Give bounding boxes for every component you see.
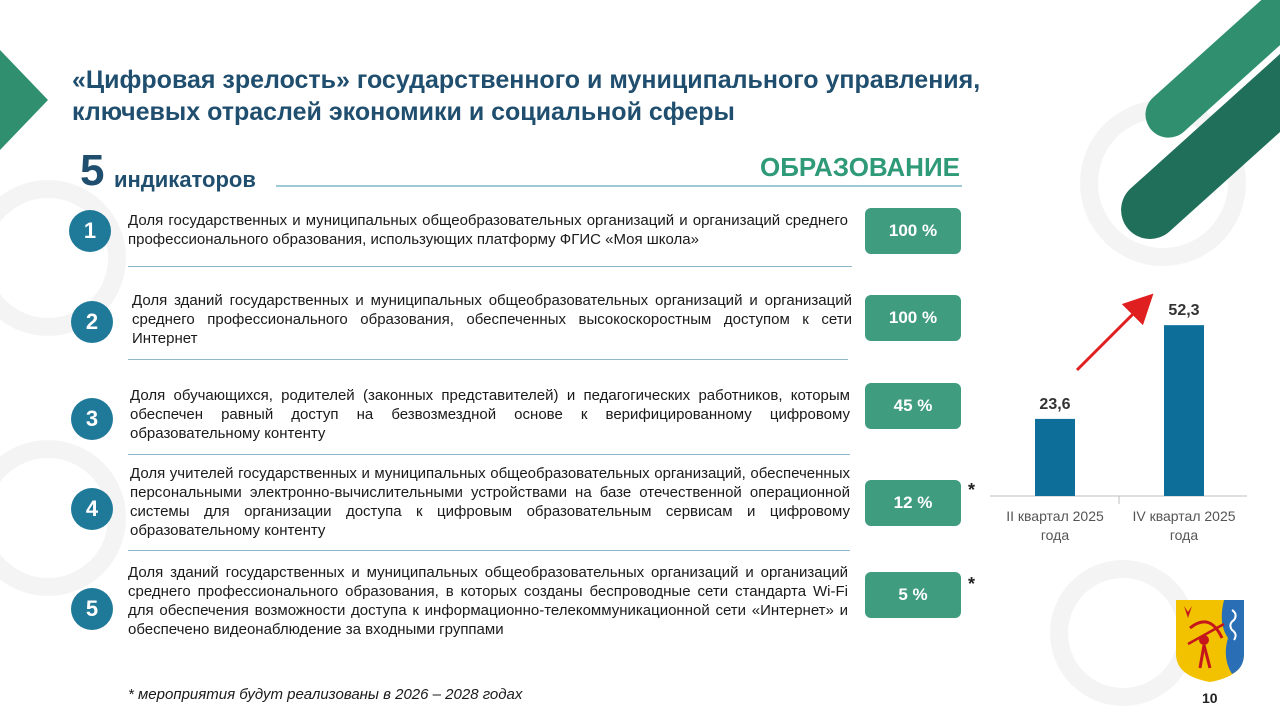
indicator-text: Доля зданий государственных и муниципальных общеобразовательных организаций и организаций среднего профессионального образования, в которых созданы беспроводные сети стандарта Wi-Fi для обеспечения возможности доступа к информационно-телекоммуникационной сети «Интернет» и обеспечено видеонаблюдение за входными группами (128, 564, 848, 638)
footnote-marker: * (968, 574, 976, 594)
indicator-number: 2 (71, 301, 113, 343)
category-label: года (1169, 527, 1199, 543)
left-arrow-decoration (0, 50, 48, 150)
indicator-text: Доля зданий государственных и муниципальных общеобразовательных организаций и организаций среднего профессионального образования, обеспеченных высокоскоростным доступом к сети Интернет (132, 292, 852, 347)
section-title: ОБРАЗОВАНИЕ (760, 152, 960, 182)
indicators-label: индикаторов (114, 167, 256, 192)
indicators-count: 5 (80, 146, 105, 195)
data-label: 52,3 (1168, 302, 1200, 320)
indicator-value-badge: 45 % (865, 383, 961, 429)
growth-bar-chart (985, 270, 1260, 560)
indicator-value-badge: 100 % (865, 208, 961, 254)
indicator-value-badge: 5 % (865, 572, 961, 618)
indicator-number: 4 (71, 488, 113, 530)
indicator-number: 5 (71, 588, 113, 630)
footnote: * мероприятия будут реализованы в 2026 – 2028 годах (128, 686, 523, 703)
page-number: 10 (1202, 690, 1218, 706)
indicator-text: Доля учителей государственных и муниципальных общеобразовательных организаций, обеспеченных персональными электронно-вычислительными устройствами на базе отечественной операционной системы для организации доступа к цифровым образовательным сервисам и цифровому образовательному контенту (130, 465, 850, 539)
row-divider (128, 359, 848, 360)
bar-2 (1164, 325, 1204, 496)
data-label: 23,6 (1039, 395, 1071, 413)
indicator-text: Доля обучающихся, родителей (законных представителей) и педагогических работников, которым обеспечен равный доступ на безвозмездной основе к верифицированному цифровому образовательному контенту (130, 387, 850, 442)
category-label: года (1040, 527, 1070, 543)
coat-of-arms-logo (1174, 598, 1246, 684)
category-label: II квартал 2025 (1006, 508, 1104, 524)
indicator-text: Доля государственных и муниципальных общеобразовательных организаций и организаций среднего профессионального образования, использующих платформу ФГИС «Моя школа» (128, 212, 848, 248)
footnote-marker: * (968, 480, 976, 500)
category-label: IV квартал 2025 (1132, 508, 1236, 524)
indicator-number: 1 (69, 210, 111, 252)
indicator-value-badge: 12 % (865, 480, 961, 526)
indicator-number: 3 (71, 398, 113, 440)
header-divider (276, 185, 962, 187)
row-divider (128, 266, 852, 267)
indicator-value-badge: 100 % (865, 295, 961, 341)
row-divider (128, 550, 850, 551)
row-divider (128, 454, 850, 455)
growth-arrow (1077, 302, 1145, 370)
bar-1 (1035, 419, 1075, 496)
page-title: «Цифровая зрелость» государственного и муниципального управления, ключевых отраслей экономики и социальной сферы (72, 66, 981, 126)
